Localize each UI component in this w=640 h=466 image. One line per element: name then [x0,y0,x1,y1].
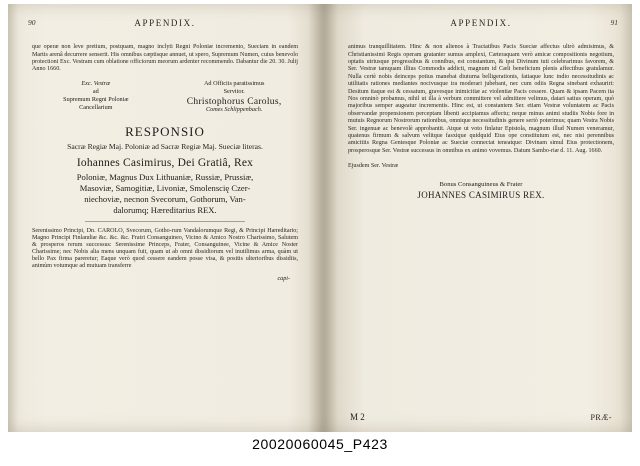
royal-title-line-2: Masoviæ, Samogitiæ, Livoniæ, Smolenscię Czer- [79,182,251,193]
signer-line-2: Servitor. [223,87,245,95]
book-spread [8,4,632,432]
signature-block-left-page [32,80,298,114]
paragraph-reply-body: animus tranquillitatem. Hinc & non alienos à Tractatibus Pacis Sueciæ affectus ultrò admisimus, & Christianissimi Regis operam gratanter sumus amplexi, Cæteraquam verò amicæ compositionis negotium, optatis utriusque progressibus & connibus, est constantum, & ipsi Divinum tuti celebrarimus favorem, & Ser. Vestræ tamquam illius Commodis addicti, magnum id Cæli beneficium plenis affectibus gratulamur. Nulla certè nobis deinceps potius manebat diuturna belligerationis, fatiaque lunc indio necessitudinis ac utilitatis rationes mediantes nocivusque ira moderari jubebant, nec cum odiis Regna sinebant exhauriri: Desitum itaque est & cessatum, gravesque inimicitiæ ac violentiæ Pacis cessere. Quam & ipsam Pacem ita Nos omninò probamus, nihil ut illa à verbum committere vel admittere velimus, datari satius operam, quò majoribus semper augeatur incrementis. Hinc est, ut constantem Ser. etiam Vestræ voluntatem ac Pacis observandæ propensionem perceptam libenti accipiamus affectu; neque minus animi studiis Nobis fore in mutuis Regnorum Nostrorum rationibus, omnique necessitudinis genere seriò poterimus; quam Vestra Nobis Ser. ingenuæ ac benevolè approbantit. Atque ut voto finlatur Epistola, magnum illud Numen veneramur, quatenus firmum & salvum velitque fasxique quidquid Eius ope constitutum est, nec nisi perennibus amicitiis Regna Gentesque Poloniæ ac Sueciæ connectat teneatque: Divinam simul Eius protectionem, prosperosque Ser. Vestræ successus in omnibus ex animo vovemus. Datum Sambo-riæ d. 11. Aug. 1660. [348,44,614,154]
left-page [22,4,308,432]
royal-title-line-3: niechoviæ, necnon Svecorum, Gothorum, Van- [84,194,246,205]
signer-line-1: Ad Officiis paratissimus [203,79,265,87]
signer-title: Comes Schlippenbach. [205,105,263,113]
royal-title-main: Iohannes Casimirus, Dei Gratiâ, Rex [76,157,254,170]
signature-sender [32,80,160,114]
signature-line-1: Exc. Vestræ [81,79,111,87]
signature-block-right-page [348,181,614,200]
signer-name: Christophorus Carolus, [186,96,282,107]
folio-number-left: 90 [28,18,36,27]
catchword-right-page: PRÆ- [590,413,612,422]
section-subheading: Sacræ Regiæ Maj. Poloniæ ad Sacræ Regiæ Maj. Sueciæ literas. [67,141,263,151]
book-gutter [308,4,338,432]
catchword-left-page: capi- [277,276,290,283]
royal-title-line-1: Poloniæ, Magnus Dux Lithuaniæ, Russiæ, Prussiæ, [76,171,254,182]
paragraph-response-body: Serenissimo Principi, Dn. CAROLO, Svecorum, Gotho-rum Vandalorumque Regi, & Principi Hæreditario; Magno Principi Finlandiæ &c. &c. &c. Fratri Consanguineo, Vicino & Amico Nostro Charissimo, Salutem & prosperos rerum successus: Serenissime Princeps, Frater, Consanguinee, Vicine & Amice Noster Charissime; nec Nobis alia mens unquam fuit, quam ut ab omni dissidiorum vel inutilimus arma, quàm ut bello Pax firma pareretur; Eaque verò quod cessere eandem posse visa, & positis ulterioribus dissidiis, animùm votumque ad mutuam transferre [32,227,298,270]
left-page-header [22,18,308,38]
divider-rule [85,221,245,222]
signer-name-king: JOHANNES CASIMIRUS REX. [417,189,545,200]
signature-line-4: Cancellarium [79,103,113,111]
left-page-column [22,44,308,282]
image-caption: 20020060045_P423 [252,436,388,452]
royal-title-line-4: dalorumq; Hæreditarius REX. [113,205,217,216]
signer-relation: Bonus Consanguineus & Frater [439,180,523,188]
signature-signer [170,80,298,114]
signature-line-2: ad [92,87,99,95]
running-head-right: APPENDIX. [450,18,512,28]
right-page [338,4,624,432]
folio-number-right: 91 [610,18,618,27]
paragraph-letter-body: que operæ non leve pretium, postquam, magno inclyti Regni Poloniæ incremento, Sueciam in eandem Martis arenâ decurrere senserit. His omnibus cæptisque annuet, ut spero, Supremum Numen, cuius benevolo protectioni Exc. Vestram cum oblatione officiorum meorum ardenter recommendo. Dabantur die 20. 30. Julij Anno 1660. [32,44,298,73]
right-page-column [338,44,624,200]
closing-address: Ejusdem Ser. Vestræ [348,163,399,170]
signature-line-3: Supremum Regni Poloniæ [63,95,129,103]
signature-mark: M 2 [350,412,365,422]
running-head-left: APPENDIX. [134,18,196,28]
section-heading-responsio: RESPONSIO [125,123,205,139]
right-page-header [338,18,624,38]
